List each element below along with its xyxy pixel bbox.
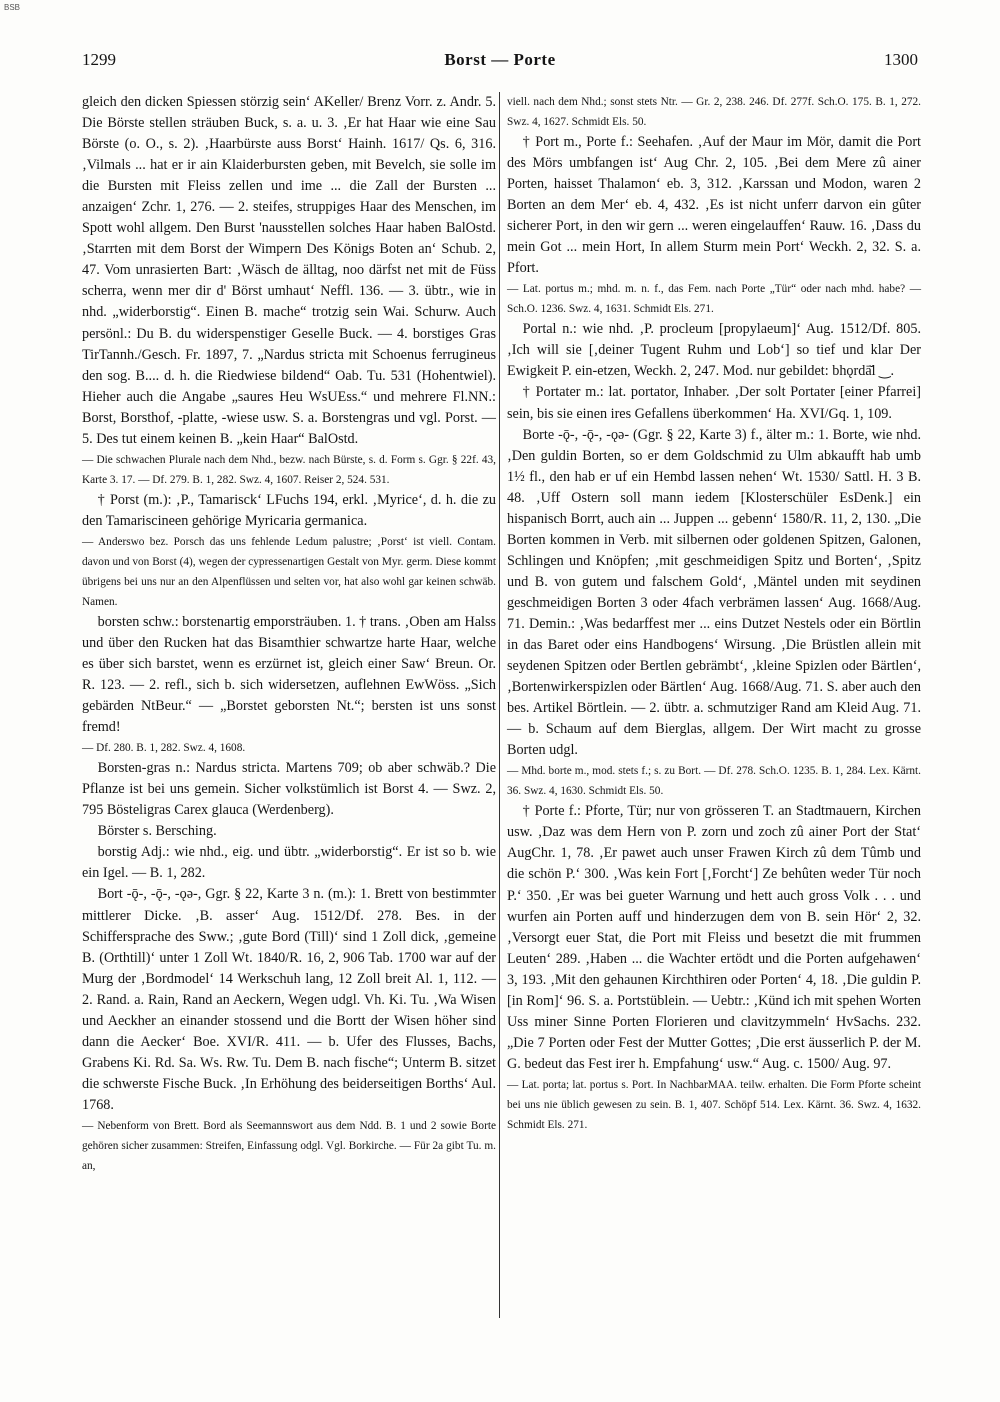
page-header [82, 50, 918, 76]
etymology-note: viell. nach dem Nhd.; sonst stets Ntr. — Gr. 2, 238. 246. Df. 277f. Sch.O. 175. B. 1, 272. Swz. 4, 1627. Schmidt Els. 50. [507, 96, 921, 128]
dictionary-entry: Portal n.: wie nhd. ‚P. procleum [propylaeum]‘ Aug. 1512/Df. 805. ‚Ich will sie [‚deiner Tugent Ruhm und Lob‘] so tief und klar Der Ewigkeit P. ein-etzen, Weckh. 2, 247. Mod. nur gebildet: bhǫrdā̆l ‿. [507, 321, 921, 380]
page-number-left: 1299 [82, 50, 116, 69]
page-number-right: 1300 [884, 50, 918, 69]
dictionary-entry: † Portater m.: lat. portator, Inhaber. ‚Der solt Portater [einer Pfarrei] sein, bis sie einen ires Gefallens überkommen‘ Ha. XVI/Gq. 1, 109. [507, 384, 921, 422]
dictionary-entry: † Port m., Porte f.: Seehafen. ‚Auf der Maur im Mör, damit die Port des Mörs umbfangen ist‘ Aug Chr. 2, 105. ‚Bei dem Mere zû ainer Porten, haisset Thalamon‘ eb. 3, 312. ‚Karssan und Modon, waren 2 Borten an dem Mer‘ eb. 4, 432. ‚Es ist nicht unferr darvon ein gûter sicherer Port, in den wir gern ... weren eingelauffen‘ Rauw. 16. ‚Dass du mein Got ... mein Hort, In allem Sturm mein Port‘ Weckh. 2, 32. S. a. Pfort. [507, 134, 921, 277]
dictionary-entry: † Porte f.: Pforte, Tür; nur von grösseren T. an Stadtmauern, Kirchen usw. ‚Daz was dem Hern von P. zorn und zoch zû ainer Port der Stat‘ AugChr. 1, 78. ‚Er pawet auch unser Frawen Kirch zû dem Tûmb und die schön P.‘ 300. ‚Was kein Fort [‚Forcht‘] Ze behûten weder Tür noch P.‘ 350. ‚Er was bei gueter Warnung und hett auch gross Volk . . . und wurfen ain Porten auff und hinderzugen dem von B. sein Hör‘ 2, 32. ‚Versorgt euer Stat, die Port mit Fleiss und besetzt die mit frummen Leuten‘ 289. ‚Haben ... die Wachter ertödt und die Porten aufgehawen‘ 3, 193. ‚Mit den gehaunen Kirchthiren oder Porten‘ 4, 18. ‚Die guldin P. [in Rom]‘ 96. S. a. Portstüblein. — Uebtr.: ‚Künd ich mit spehen Worten Uss miner Sinne Porten Florieren und clavitzymmeln‘ HvSachs. 232. „Die 7 Porten oder Fest der Mutter Gottes; ‚Die erst äusserlich P. der M. G. bedeut das Fest irer h. Empfahung‘ usw.“ Aug. c. 1500/ Aug. 97. [507, 803, 921, 1072]
dictionary-entry: borsten schw.: borstenartig emporsträuben. 1. † trans. ‚Oben am Halss und über den Rucken hat das Bisamthier schwartze harte Haar, welche es über sich barstet, wenn es erzürnet ist, gleich einer Saw‘ Breun. Or. R. 123. — 2. refl., sich b. sich widersetzen, auflehnen EwWöss. „Sich gebärden NtBeur.“ — „Borstet geborsten Nt.“; bersten ist uns sonst fremd! [82, 613, 496, 736]
dictionary-entry: † Porst (m.): ‚P., Tamarisck‘ LFuchs 194, erkl. ‚Myrice‘, d. h. die zu den Tamariscineen gehörige Myricaria germanica. [82, 491, 496, 529]
etymology-note: — Lat. portus m.; mhd. m. n. f., das Fem. nach Porte „Tür“ oder nach mhd. habe? — Sch.O. 1236. Swz. 4, 1631. Schmidt Els. 271. [507, 283, 921, 316]
left-column [82, 92, 496, 1176]
dictionary-entry: Borsten-gras n.: Nardus stricta. Martens 709; ob aber schwäb.? Die Pflanze ist bei uns gemein. Sicher volkstümlich ist Borst 4. — Swz. 2, 795 Bösteligras Carex glauca (Werdenberg). [82, 760, 496, 819]
etymology-note: — Anderswo bez. Porsch das uns fehlende Ledum palustre; ‚Porst‘ ist viell. Contam. davon und von Borst (4), wegen der cypressenartigen Gestalt von Myr. germ. Diese kommt übrigens bei uns nur an den Alpenflüssen und selten vor, hat also wohl gar keinen schwäb. Namen. [82, 535, 496, 608]
etymology-note: — Mhd. borte m., mod. stets f.; s. zu Bort. — Df. 278. Sch.O. 1235. B. 1, 284. Lex. Kärnt. 36. Swz. 4, 1630. Schmidt Els. 50. [507, 765, 921, 798]
running-title: Borst — Porte [444, 50, 556, 69]
etymology-note: — Df. 280. B. 1, 282. Swz. 4, 1608. [82, 742, 246, 755]
etymology-note: — Lat. porta; lat. portus s. Port. In NachbarMAA. teilw. erhalten. Die Form Pforte scheint bei uns nie üblich gewesen zu sein. B. 1, 407. Schöpf 514. Lex. Kärnt. 36. Swz. 4, 1632. Schmidt Els. 271. [507, 1078, 921, 1131]
dictionary-entry: Bort -ǭ-, -ǭ-, -ǫə-, Ggr. § 22, Karte 3 n. (m.): 1. Brett von bestimmter mittlerer Dicke. ‚B. asser‘ Aug. 1512/Df. 278. Bes. in der Schiffersprache des Sww.; ‚gute Bord (Till)‘ sind 1 Zoll dick, ‚gemeine B. (Orthtill)‘ unter 1 Zoll Wt. 1840/R. 16, 2, 906 Tab. 1700 war auf der Murg der ‚Bordmodel‘ 14 Werkschuh lang, 12 Zoll breit Al. 1, 112. — 2. Rand. a. Rain, Rand an Aeckern, Wegen udgl. Vh. Ki. Tu. ‚Wa Wisen und Aeckher an einander stossend und die Bortt der Wisen höher sind dann die Aecker‘ Boe. XVI/R. 411. — b. Ufer des Flusses, Bachs, Grabens Ki. Rd. Sa. Ws. Rw. Tu. Dem B. nach fische“; Unterm B. sitzet die schwerste Fische Buck. ‚In Erhöhung des beiderseitigen Borths‘ Aul. 1768. [82, 886, 496, 1113]
dictionary-entry: Börster s. Bersching. [97, 823, 217, 840]
etymology-note: — Nebenform von Brett. Bord als Seemannswort aus dem Ndd. B. 1 und 2 sowie Borte gehören sicher zusammen: Streifen, Einfassung odgl. Vgl. Borkirche. — Für 2a gibt Tu. m. an, [82, 1119, 496, 1172]
etymology-note: — Die schwachen Plurale nach dem Nhd., bezw. nach Bürste, s. d. Form s. Ggr. § 22f. 43, Karte 3. 17. — Df. 279. B. 1, 282. Swz. 4, 1607. Reiser 2, 524. 531. [82, 453, 496, 486]
paragraph: gleich den dicken Spiessen störzig sein‘ AKeller/ Brenz Vorr. z. Andr. 5. Die Börste stellen sträuben Buck, s. a. u. 3. ‚Er hat Haar wie eine Sau Börste (o. O., s. 2). ‚Haarbürste auss Borst‘ Hainh. 1617/ Qs. 6, 316. ‚Vilmals ... hat er ir ain Klaiderbursten geben, mit Bevelch, sie solle im die Bursten mit Fleiss zellen und ime ... die Zall der Bursten ... anzaigen‘ Zchr. 1, 276. — 2. steifes, struppiges Haar des Menschen, im Spott wohl allgem. Den Burst 'nausstellen solches Haar haben BalOstd. ‚Starrten mit dem Borst der Wimpern Des Königs Boten an‘ Schub. 2, 47. Vom unrasierten Bart: ‚Wäsch de älltag, noo därfst net mit de Füss scherra, wenn mer dir d' Börst umhaut‘ Neffl. 136. — 3. übtr., wie in nhd. „widerborstig“. Einen B. mache“ trotzig sein Wai. Schurw. Auch persönl.: Du B. du widerspenstiger Geselle Buck. — 4. borstiges Gras TirTannh./Gesch. Fr. 1897, 7. „Nardus stricta mit Schoenus ferrugineus den sog. B.... d. h. die Riedwiese bildend“ Oab. Tu. 531 (Hohentwiel). Hieher auch die Angabe „saures Heu WsUEss.“ und mehrere Fl.NN.: Borst, Borsthof, -platte, -wiese usw. S. a. Borstengras und vgl. Porst. — 5. Des tut einem keinen B. „kein Haar“ BalOstd. [82, 94, 496, 447]
library-stamp: BSB [4, 3, 21, 12]
column-divider [499, 92, 500, 1318]
right-column [507, 92, 921, 1135]
dictionary-entry: Borte -ǭ-, -ǭ-, -ǫə- (Ggr. § 22, Karte 3) f., älter m.: 1. Borte, wie nhd. ‚Den guldin Borten, so er dem Goldschmid zu Ulm abkaufft hab umb 1½ fl., den hab er uf ein Hembd lassen nehen‘ Wt. 1530/ Sattl. H. 3 B. 48. ‚Uff Ostern soll mann iedem [Klosterschüler EsDenk.] ein hispanisch Borrt, auch ain ... Juppen ... gebenn‘ 1580/R. 11, 2, 130. „Die Borten kommen in Verb. mit silbernen oder goldenen Spitzen, Galonen, Schlingen und Knöpfen; ‚mit geschmeidigen Spitz und Borten‘, ‚Spitz und B. von gutem und falschem Gold‘, ‚Mäntel unden mit seydinen geschmeidigen Borten 3 oder 4fach verbrämen lassen‘ Aug. 1668/Aug. 71. Demin.: ‚Was bedarffest mer ... eins Dutzet Nestels oder ein Börtlin in das Baret oder eins Handbogens‘ Wirsung. ‚Die Brüstlen allein mit seydenen Spitzen oder Bertlen gebrämbt‘, ‚kleine Spizlen oder Bärtlen‘, ‚Bortenwirkerspizlen oder Bärtlen‘ Aug. 1668/Aug. 71. S. aber auch den bes. Artikel Börtlein. — 2. übtr. a. schmutziger Rand am Kleid Aug. 71. — b. Schaum auf dem Bierglas, allgem. Der Wirt macht zu grosse Borten udgl. [507, 426, 921, 759]
dictionary-entry: borstig Adj.: wie nhd., eig. und übtr. „widerborstig“. Er ist so b. wie ein Igel. — B. 1, 282. [82, 844, 496, 882]
